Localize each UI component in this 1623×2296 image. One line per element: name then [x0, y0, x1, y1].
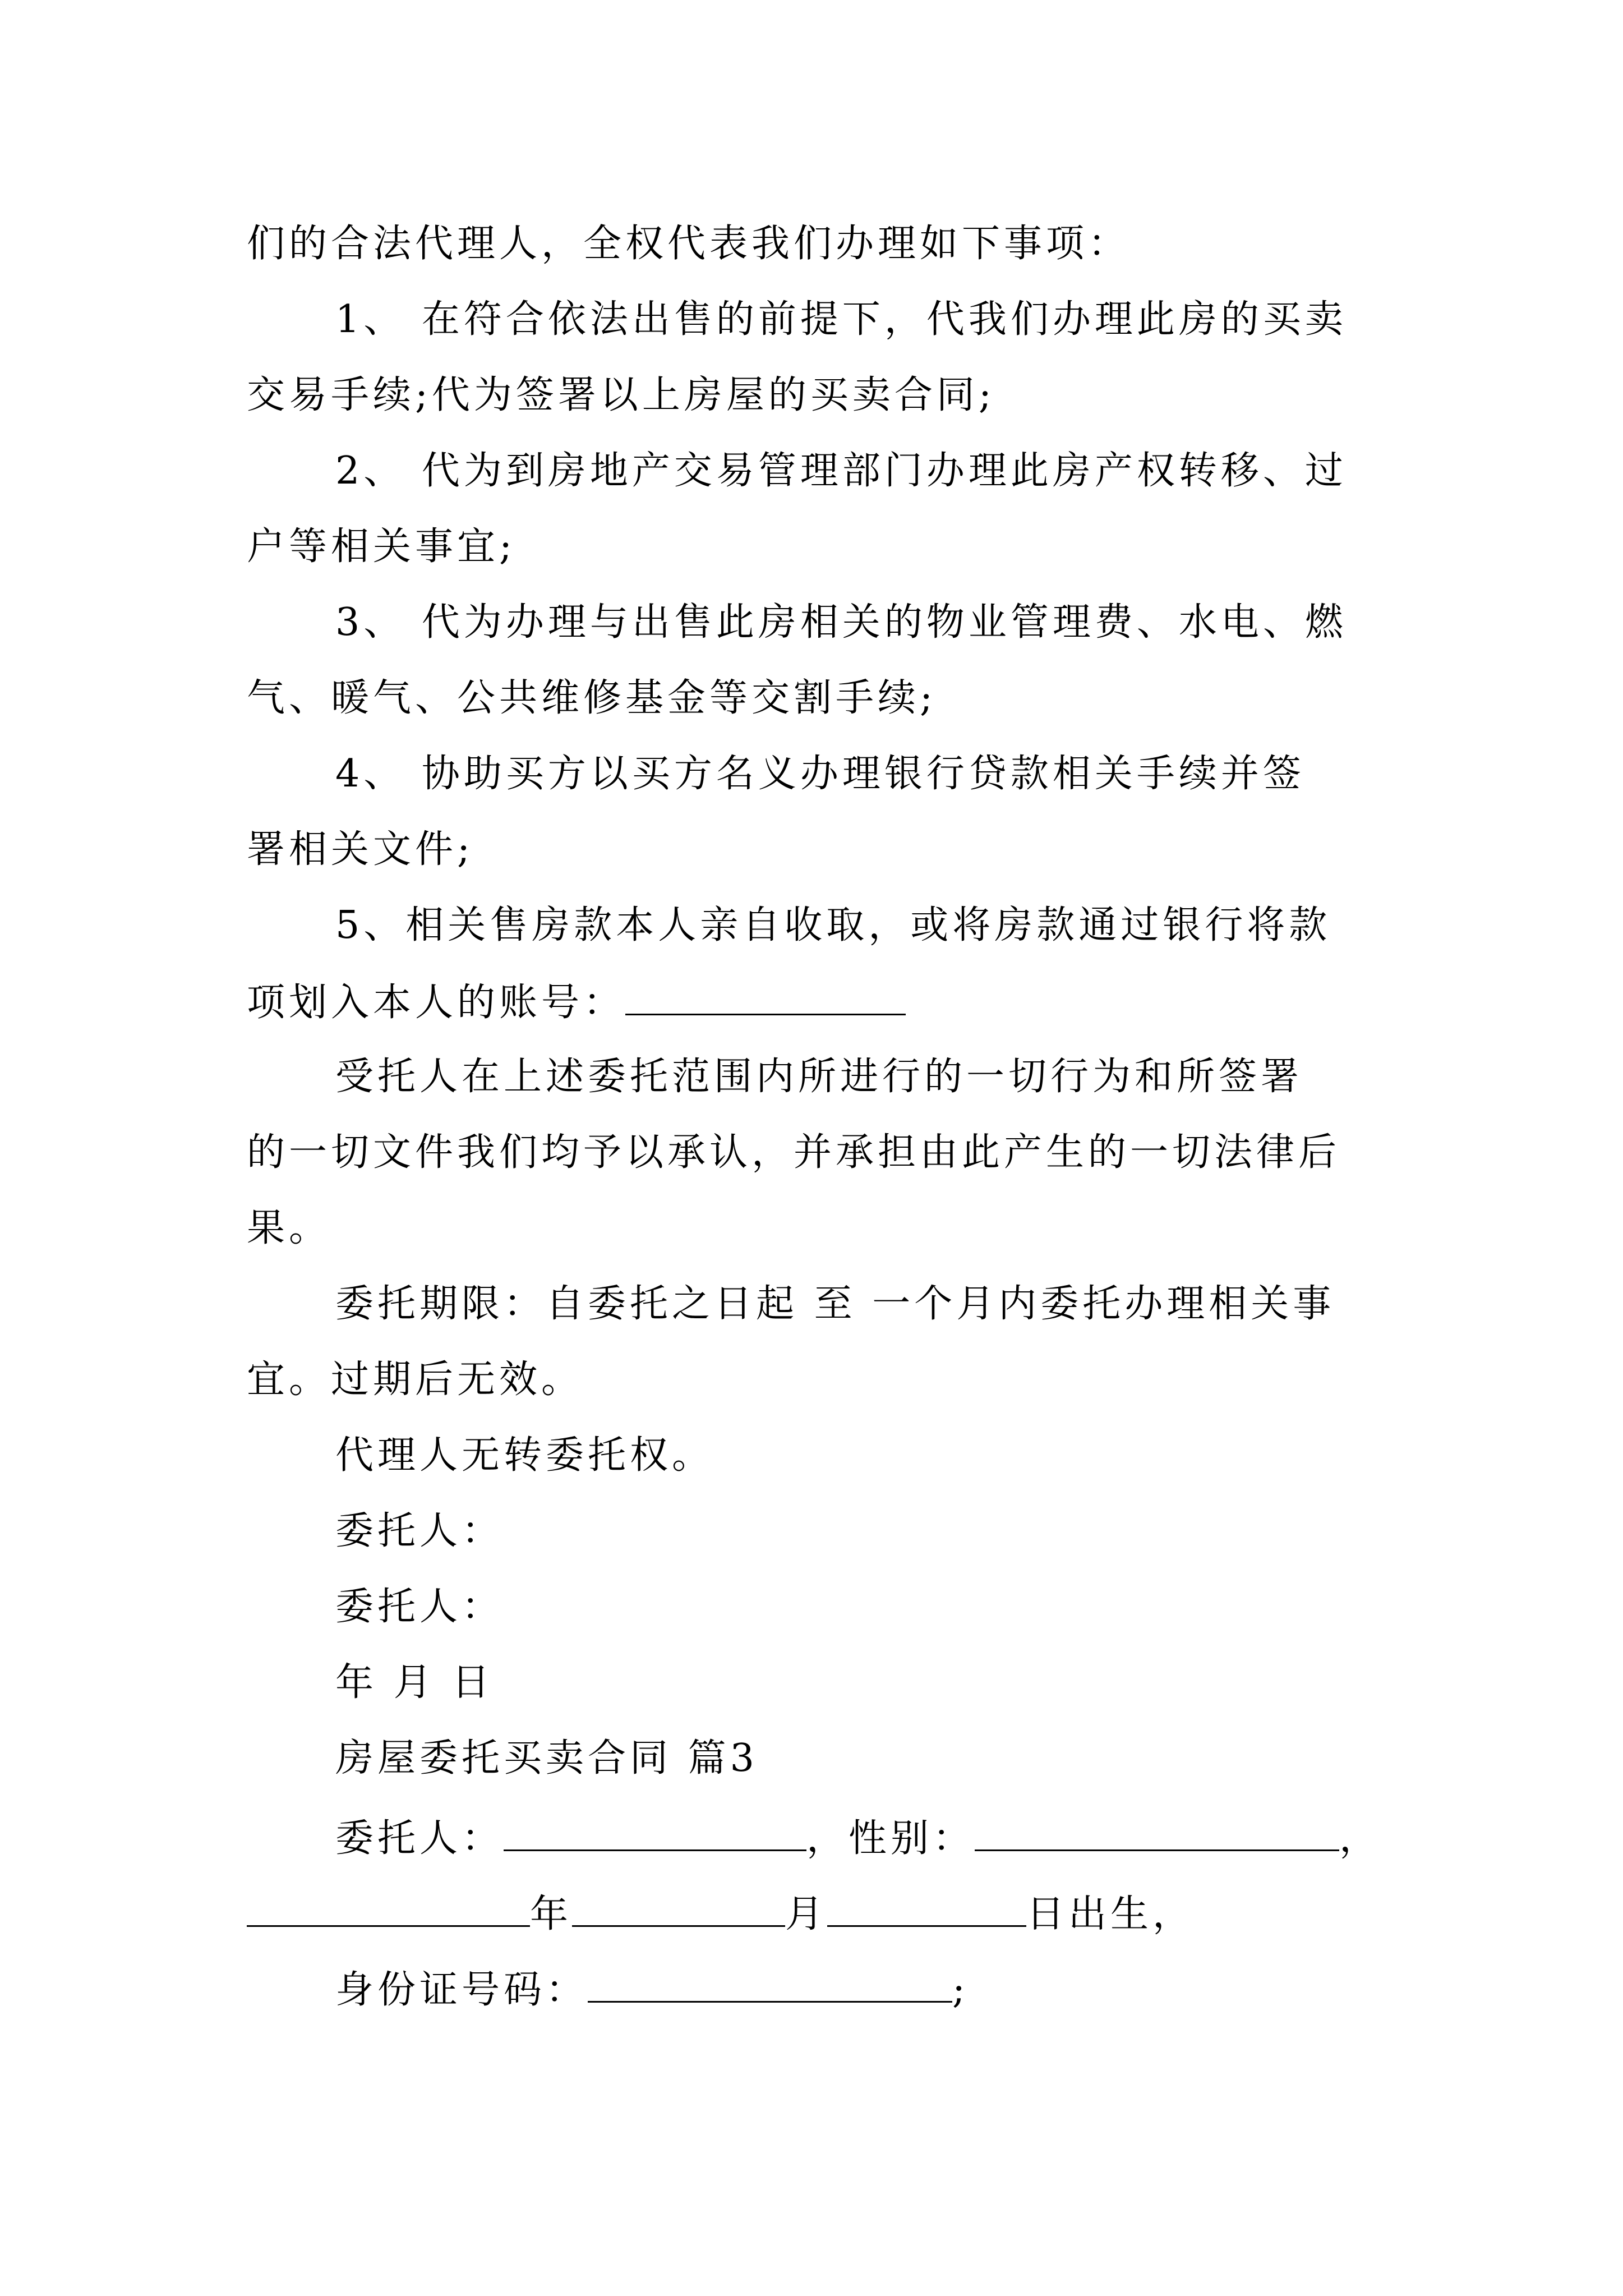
month-label: 月 — [785, 1892, 828, 1936]
account-line — [247, 979, 906, 1025]
client-label: 委托人： — [335, 1816, 504, 1861]
id-label: 身份证号码： — [335, 1968, 588, 2012]
paragraph-line: 4、 协助买方以买方名义办理银行贷款相关手续并签 — [335, 752, 1305, 796]
paragraph-line: 委托期限：自委托之日起 至 一个月内委托办理相关事 — [335, 1282, 1335, 1326]
paragraph-line: 户等相关事宜; — [247, 524, 516, 569]
paragraph-line: 的一切文件我们均予以承认，并承担由此产生的一切法律后 — [247, 1130, 1341, 1175]
gender-label: ，性别： — [806, 1816, 975, 1861]
client-gender-line — [335, 1815, 1381, 1861]
birth-label: 日出生， — [1026, 1892, 1195, 1936]
paragraph-line: 交易手续;代为签署以上房屋的买卖合同; — [247, 373, 995, 417]
section-heading: 房屋委托买卖合同 篇3 — [335, 1736, 758, 1780]
id-blank — [588, 1966, 952, 2003]
date-line: 年 月 日 — [335, 1660, 494, 1705]
paragraph-line: 宜。过期后无效。 — [247, 1358, 584, 1402]
month-blank — [572, 1890, 785, 1927]
client-blank — [504, 1815, 806, 1851]
paragraph-line: 果。 — [247, 1206, 331, 1250]
year-blank — [247, 1890, 530, 1927]
account-label: 项划入本人的账号： — [247, 981, 626, 1025]
signature-label: 委托人： — [335, 1509, 504, 1553]
comma: ， — [1339, 1816, 1382, 1861]
paragraph-line: 代理人无转委托权。 — [335, 1433, 714, 1478]
day-blank — [827, 1890, 1026, 1927]
birth-date-line — [247, 1890, 1195, 1937]
account-blank — [625, 979, 906, 1015]
signature-label: 委托人： — [335, 1585, 504, 1629]
year-label: 年 — [530, 1892, 573, 1936]
id-number-line — [335, 1966, 969, 2013]
paragraph-line: 署相关文件; — [247, 827, 474, 872]
paragraph-line: 5、相关售房款本人亲自收取，或将房款通过银行将款 — [335, 903, 1331, 947]
paragraph-line: 2、 代为到房地产交易管理部门办理此房产权转移、过 — [335, 449, 1347, 493]
paragraph-line: 3、 代为办理与出售此房相关的物业管理费、水电、燃 — [335, 600, 1347, 645]
paragraph-line: 气、暖气、公共维修基金等交割手续; — [247, 676, 937, 720]
gender-blank — [975, 1815, 1339, 1851]
paragraph-line: 1、 在符合依法出售的前提下，代我们办理此房的买卖 — [335, 297, 1347, 342]
paragraph-line: 受托人在上述委托范围内所进行的一切行为和所签署 — [335, 1055, 1303, 1099]
semicolon: ; — [952, 1968, 969, 2012]
paragraph-line: 们的合法代理人，全权代表我们办理如下事项： — [247, 222, 1131, 266]
